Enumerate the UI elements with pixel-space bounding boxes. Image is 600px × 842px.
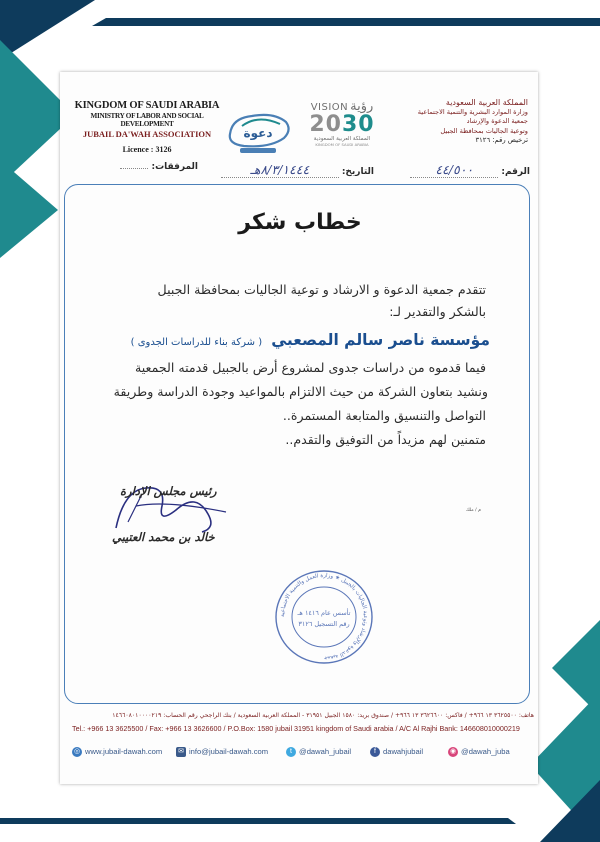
contact-facebook[interactable]	[370, 747, 423, 757]
header-english-block	[72, 100, 222, 154]
facebook-text: dawahjubail	[383, 747, 424, 756]
instagram-text: @dawah_juba	[461, 747, 510, 756]
header-kingdom-ar: المملكة العربية السعودية	[445, 98, 528, 107]
official-stamp	[272, 567, 376, 667]
number-label: الرقم:	[501, 167, 530, 177]
attachments-field	[120, 162, 198, 172]
envelope-icon: ✉	[176, 747, 186, 757]
svg-text:جمعية الدعوة والإرشاد وتوعية ا	[280, 573, 368, 661]
footer-arabic: هاتف: ٣٦٢٥٥٠٠ ١٣ ٩٦٦+ / فاكس: ٣٦٢٦٦٠٠ ١٣ ٩٦٦+ / صندوق بريد: ١٥٨٠ الجبيل ٣١٩٥١ - المملكة العربية السعودية / بنك الراجحي رقم الحساب: ١٤٦٦٠٨٠١٠٠٠٠٢١٩	[112, 712, 534, 719]
bottom-bar-decoration	[0, 814, 520, 842]
header-association-ar: جمعية الدعوة والإرشاد	[466, 117, 528, 125]
header-ministry-ar: وزارة الموارد البشرية والتنمية الاجتماعية	[417, 107, 528, 116]
number-value: ٤٤/٥٠٠	[435, 162, 474, 177]
letter-line-3: فيما قدموه من دراسات جدوى لمشروع أرض بالجبيل قدمته الجمعية	[134, 360, 486, 375]
contact-twitter[interactable]	[286, 747, 351, 757]
top-bar-decoration	[92, 0, 600, 30]
header-association-ar-2: وتوعية الجاليات بمحافظة الجبيل	[440, 126, 528, 135]
stamp-inner-line-2: رقم التسجيل ٣١٢٦	[298, 620, 350, 628]
number-field	[410, 162, 530, 178]
letter-line-2: بالشكر والتقدير لـ:	[389, 304, 486, 319]
twitter-text: @dawah_jubail	[299, 747, 352, 756]
vision-label: VISION	[310, 102, 349, 113]
letter-line-6: متمنين لهم مزيداً من التوفيق والتقدم..	[285, 432, 486, 447]
letter-title: خطاب شكر	[238, 210, 362, 235]
header-ministry-en: MINISTRY OF LABOR AND SOCIAL DEVELOPMENT	[90, 112, 204, 128]
date-value: ٨/٣/١٤٤٤هـ	[250, 162, 310, 177]
vision-2030-logo	[300, 99, 384, 155]
stamp-ring-text: جمعية الدعوة والإرشاد وتوعية الجاليات بالجبيل ★ وزارة العمل والتنمية الاجتماعية	[279, 572, 369, 662]
header-kingdom-en: KINGDOM OF SAUDI ARABIA	[74, 100, 220, 111]
vision-label-ar: رؤية	[350, 99, 374, 114]
company-name: مؤسسة ناصر سالم المصعبي	[271, 331, 490, 349]
vision-year-a: 20	[309, 112, 342, 137]
instagram-icon: ◉	[449, 748, 457, 755]
company-subtitle: ( شركة بناء للدراسات الجدوى )	[130, 337, 263, 348]
header-licence-en: Licence : 3126	[122, 145, 172, 154]
globe-icon: ◎	[73, 748, 81, 755]
contact-bar	[72, 743, 534, 765]
contact-website[interactable]	[72, 747, 162, 757]
company-line	[131, 330, 490, 349]
email-text: info@jubail-dawah.com	[189, 747, 269, 756]
contact-email[interactable]	[176, 747, 268, 757]
stamp-inner-line-1: تأسس عام ١٤١٦ هـ	[297, 609, 351, 617]
vision-year-b: 30	[342, 112, 375, 137]
header-arabic-block	[388, 98, 528, 146]
letter-line-1: تتقدم جمعية الدعوة و الارشاد و توعية الجاليات بمحافظة الجبيل	[157, 282, 486, 297]
attachments-label: المرفقات:	[151, 162, 198, 172]
facebook-icon: f	[370, 747, 380, 757]
twitter-icon: t	[286, 747, 296, 757]
signatory-name: خالد بن محمد العتيبي	[112, 530, 215, 544]
reference-note: م / ملك	[466, 508, 481, 513]
letter-line-5: التواصل والتنسيق والمتابعة المستمرة..	[282, 408, 486, 423]
logo-text: دعوة	[243, 126, 273, 140]
footer-english: Tel.: +966 13 3625500 / Fax: +966 13 3626600 / P.O.Box: 1580 jubail 31951 kingdom of Saudi arabia / A/C Al Rajhi Bank: 146608010000219	[72, 724, 520, 733]
date-field	[221, 162, 374, 178]
header-licence-ar: ترخيص رقم: ٣١٢٦	[475, 136, 528, 144]
association-logo	[222, 104, 294, 160]
letter-line-4: ونشيد بتعاون الشركة من حيث الالتزام بالمواعيد وجودة الدراسة وطريقة	[113, 384, 488, 399]
vision-sub-en: KINGDOM OF SAUDI ARABIA	[315, 142, 369, 147]
header-association-en: JUBAIL DA'WAH ASSOCIATION	[82, 129, 212, 139]
signatory-title: رئيس مجلس الإدارة	[120, 484, 217, 498]
website-text: www.jubail-dawah.com	[85, 747, 163, 756]
contact-instagram[interactable]	[448, 747, 510, 757]
date-label: التاريخ:	[341, 167, 374, 177]
vision-sub-ar: المملكة العربية السعودية	[313, 136, 371, 142]
